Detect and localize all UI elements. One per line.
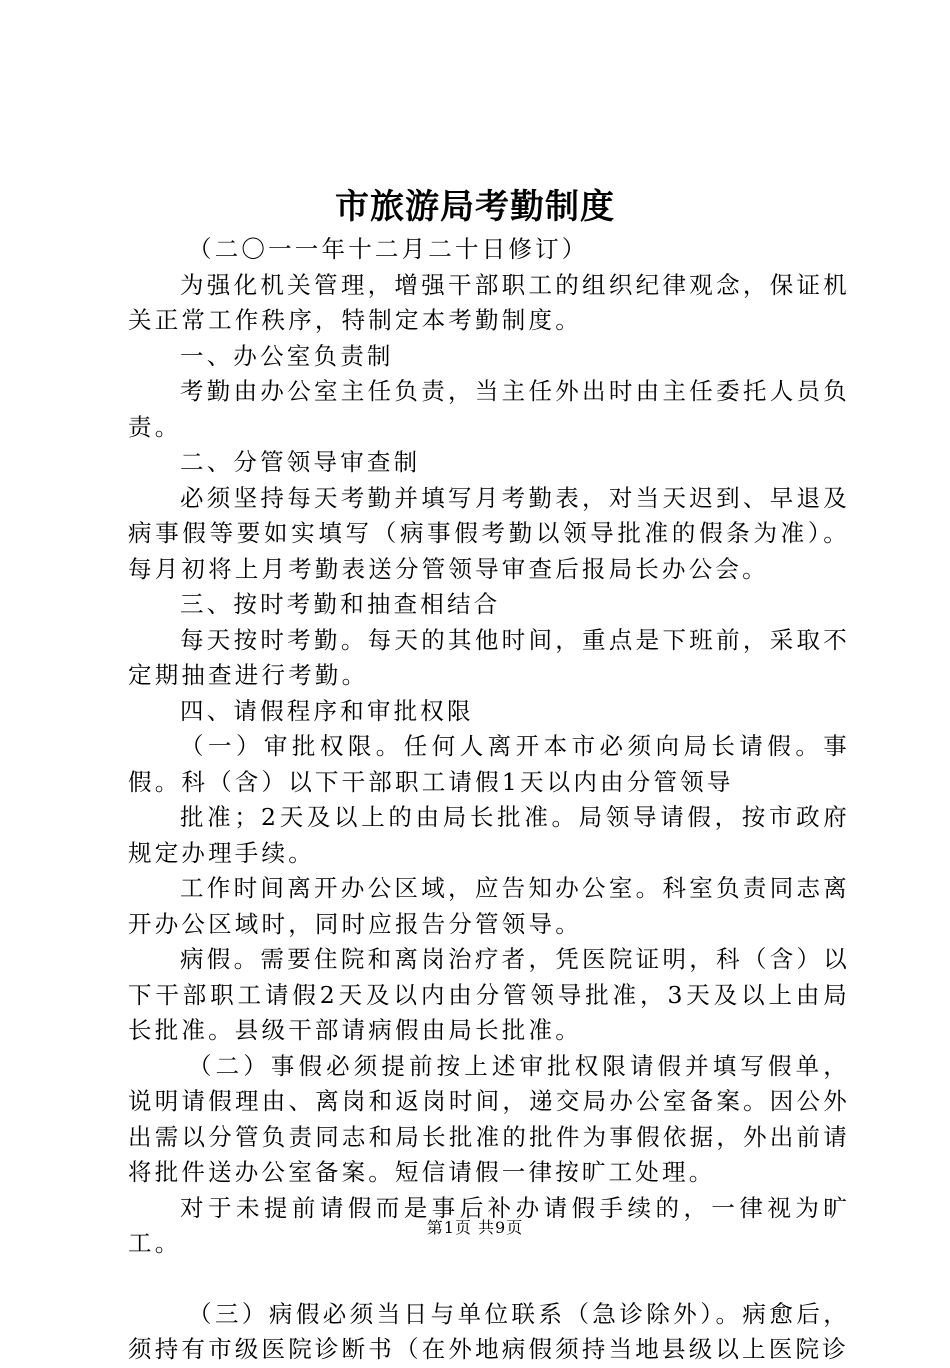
intro-paragraph: 为强化机关管理，增强干部职工的组织纪律观念，保证机关正常工作秩序，特制定本考勤制度。 [128, 270, 850, 334]
section-heading-3: 三、按时考勤和抽查相结合 [180, 590, 501, 618]
revision-note: （二〇一一年十二月二十日修订） [188, 235, 589, 263]
paragraph-gap [128, 1262, 850, 1297]
sick-leave-paragraph: 病假。需要住院和离岗治疗者，凭医院证明，科（含）以下干部职工请假2天及以内由分管领导批准，3天及以上由局长批准。县级干部请病假由局长批准。 [128, 945, 850, 1044]
section-heading-4: 四、请假程序和审批权限 [180, 696, 474, 725]
approval-continuation-paragraph: 批准；2天及以上的由局长批准。局领导请假，按市政府规定办理手续。 [128, 803, 850, 867]
approval-authority-paragraph: （一）审批权限。任何人离开本市必须向局长请假。事假。科（含）以下干部职工请假1天以内由分管领导 [128, 732, 850, 796]
sick-leave-contact-paragraph: （三）病假必须当日与单位联系（急诊除外）。病愈后，须持有市级医院诊断书（在外地病假须持当地县级以上医院诊 [128, 1299, 850, 1363]
leave-office-paragraph: 工作时间离开办公区域，应告知办公室。科室负责同志离开办公区域时，同时应报告分管领导。 [128, 874, 850, 938]
section-2-paragraph: 必须坚持每天考勤并填写月考勤表，对当天迟到、早退及病事假等要如实填写（病事假考勤以领导批准的假条为准）。每月初将上月考勤表送分管领导审查后报局长办公会。 [128, 483, 850, 583]
absence-rule-paragraph: 对于未提前请假而是事后补办请假手续的，一律视为旷工。 [128, 1193, 850, 1257]
page-footer: 第1页 共9页 [426, 1218, 524, 1237]
document-title: 市旅游局考勤制度 [335, 187, 615, 227]
section-3-paragraph: 每天按时考勤。每天的其他时间，重点是下班前，采取不定期抽查进行考勤。 [128, 625, 850, 689]
section-heading-2: 二、分管领导审查制 [180, 448, 421, 476]
section-heading-1: 一、办公室负责制 [180, 341, 394, 370]
section-1-paragraph: 考勤由办公室主任负责，当主任外出时由主任委托人员负责。 [128, 377, 850, 441]
personal-leave-paragraph: （二）事假必须提前按上述审批权限请假并填写假单，说明请假理由、离岗和返岗时间，递交局办公室备案。因公外出需以分管负责同志和局长批准的批件为事假依据，外出前请将批件送办公室备案。短信请假一律按旷工处理。 [128, 1051, 850, 1186]
document-body [128, 232, 850, 1368]
